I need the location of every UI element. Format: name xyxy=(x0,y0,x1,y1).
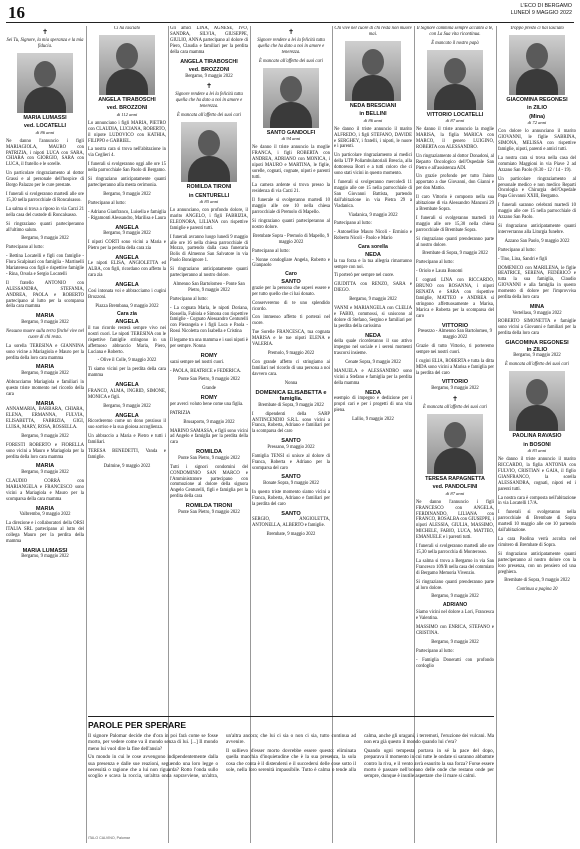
source-credit: ITALO CALVINO, Palomar xyxy=(88,836,131,840)
age: di 83 anni xyxy=(527,448,547,454)
date: Bonate Sopra, 9 maggio 2022 xyxy=(263,481,319,487)
text: il tuo ricordo resterà sempre vivo nei nostri cuori. Le nipoti TERESINA con le rispettive famiglie stringono in un affettuoso abbraccio Maria, Piero, Luciana e Roberto. xyxy=(88,325,166,355)
name: DOMENICA ELISABETTA e famiglia. xyxy=(255,389,327,403)
text: Si ringraziano anticipatamente quanti parteciperanno al nostro dolore con la loro presenza, con un pensiero od una preghiera. xyxy=(498,551,576,575)
text: Gli amici LINA, AGNESE, IVO, SANDRA, SILVIA, GIUSEPPE, GIULIO, ANNA partecipano al dolore di Piero, Claudia e familiari per la perdita della cara mamma xyxy=(170,26,248,55)
text: sarai sempre nel nostri cuori. xyxy=(170,359,225,365)
date: Bergamo, 9 maggio 2022 xyxy=(21,371,69,376)
continuation-note: Continua a pagina 20 xyxy=(516,587,558,593)
date: Ponte San Pietro, 9 maggio 2022 xyxy=(178,509,240,515)
portrait-photo xyxy=(99,35,155,95)
newspaper-dateline xyxy=(511,3,572,17)
date: Piazza Brembana, 9 maggio 2022 xyxy=(95,303,159,309)
date: Bergamo, 9 maggio 2022 xyxy=(349,297,397,303)
text: Il sollievo d'esser morto dovrebbe essere questo: eliminata quella macchia d'inquietudine che è la sua presenza, la sola cosa che conta è il distendersi e il succedersi delle cose sotto il sole, nella loro serenità impassibile. Tutto è calma o tende alla calma, anche gli uragani, i terremoti, l'eruzione dei vulcani. Ma non era già questo il mondo quando lui c'era? xyxy=(226,733,494,774)
section-heading: Cara sorella xyxy=(358,244,388,251)
name: NEDA xyxy=(365,389,381,396)
name: MARIA xyxy=(35,364,55,371)
text: Ricorderemo come un dono prezioso il suo sorriso e la sua gioiosa accoglienza. xyxy=(88,419,166,430)
deceased-name: SANTO GANDOLFI xyxy=(266,129,316,136)
text: ANNAMARIA, BARBARA, CHIARA, ELENA, ERMANNA, FULVIA, ELISABETTA, FABRIZIA, GIGI, LUISA, MARY, ROSA, ROSSELLA. xyxy=(6,407,84,430)
text: la tua forza e la tua allegria rimarranno sempre con noi. xyxy=(334,258,412,270)
text: In questo triste momento siamo vicini a Franca, Roberta, Adriano e familiari per la perdita del caro xyxy=(252,489,330,507)
text: I funerali si svolgeranno martedì alle ore 15,30 nella parrocchiale di Roncalsasso. xyxy=(6,191,84,203)
name: ANGELA xyxy=(115,382,139,389)
text: Partecipano al lutto: xyxy=(334,221,372,227)
text: Lo annunciano, con profondo dolore, il marito ANGELO, i figli FABRIZIA, ELEONORA, LILIANA con rispettive famiglie e parenti tutti. xyxy=(170,207,248,231)
name: NEDA xyxy=(365,252,381,259)
date: Brembate di Sopra, 9 maggio 2022 xyxy=(422,251,488,257)
text: Con immenso affetto ti porterai nel cuore. xyxy=(252,315,330,327)
quote: Signore rendete a lei la felicità tutta quella che ha dato a noi in amore e tenerezza. xyxy=(175,92,243,110)
text: Si ringraziano quanti prenderanno parte al loro dolore. xyxy=(416,579,494,591)
deceased-name: TERESA RAPAGNETTA xyxy=(425,475,485,482)
date: Bergamo, 9 maggio 2022 xyxy=(431,639,479,645)
text: Si ringraziano quanti prenderanno parte al nostro dolore. xyxy=(416,236,494,248)
name: MARIA xyxy=(35,400,55,407)
text: La direzione e i collaboratori della ORSI ITALIA SRL partecipano al lutto del collega Mauro per la perdita della mamma xyxy=(6,521,84,544)
text: - Antonellise Mauro Nicoli - Erminio e Roberto Nicoli - Paolo e Mario xyxy=(334,230,412,242)
date: - Olive il Colle, 9 maggio 2022 xyxy=(97,358,157,364)
text: MARINO SAMASSA, e figli sono vicini ad Angelo e famiglia per la perdita della cara xyxy=(170,428,248,446)
text: VANNI e MARIANGELA con CLELIA e FABIO, commossi, si uniscono al dolore di Stefano, Sergino e familiari per la perdita della carissima xyxy=(334,306,412,329)
text: I cugini ELIA, ROBERTA e tutta la ditta MDA sono vicini a Marisa e famiglia per la perdita del caro xyxy=(416,358,494,376)
text: La camera ardente si trova presso la residenza di via Carzi 21. xyxy=(252,183,330,195)
text: - Nonne condogliare Angela, Roberto e Gianpaolo xyxy=(252,257,330,269)
text: - Bettina Locatelli e figli con famiglie - Flora Scalpinati con famiglia - Martinelli Mariateresa con figli e rispettive famiglie - Rina, Orsola e Sergio Locatelli xyxy=(6,254,84,277)
text: Tue Sorelle FRANCESCA, tua cognata MARISA e le tue nipoti ELENA e VALERIA. xyxy=(252,330,330,348)
portrait-photo xyxy=(427,50,483,110)
text: La salma si trova a riposo in via Carzi 21 nella casa del custode di Roncalsasso. xyxy=(6,206,84,218)
text: Grande xyxy=(202,386,216,392)
text: Ne danno l'annuncio i figli FRANCESCO con ANGELA, FERDINANDO, LILIANA con FRANCO, ROSALBA con GIUSEPPE, i nipoti ALESSIA, GIULIA, MASSIMO, MICHELE, FABIO, LUCA, MATTEO, EMANUELE e i parenti tutti. xyxy=(416,499,494,541)
text: CLAUDIO CORRÀ con MARIANGELA e FRANCESCO sono vicini a Mariagiola e Mauro per la scomparsa della cara mamma xyxy=(6,478,84,502)
text: per averci voluto bene come una figlia. xyxy=(170,401,244,407)
deceased-name: PAOLINA RAVASIO xyxy=(512,433,562,440)
date: Bergamo, 9 maggio 2022 xyxy=(21,554,69,560)
text: Partecipano al lutto: xyxy=(170,296,208,302)
name: SANTO xyxy=(281,279,301,286)
text: La salma si trova a Bergamo in via San Francesco 109/B nella casa del commiato di Bergamo Memoria Vivenzio. xyxy=(416,558,494,576)
text: I funerali si svolgeranno martedì 10 maggio alle ore 15,30 nella chiesa parrocchiale di Brembate Sopra. xyxy=(416,215,494,233)
text: FRANCO, ALMA, INGRID, SIMONE, MONICA e figli. xyxy=(88,388,166,400)
text: La nostra cara è composta nell'abitazione in via Locatelli 17/A. xyxy=(498,495,576,507)
newspaper-name: L'ECO DI BERGAMO xyxy=(520,3,572,9)
deceased-name-2: ved. LOCATELLI xyxy=(23,123,67,130)
cross-icon: ✝ xyxy=(452,394,458,403)
name-2: ved. BROZZONI xyxy=(188,67,230,74)
text: Ne danno il triste annuncio la moglie FRANCA, i figli ROBERTA con ANDREA, ADRIANO con MONICA, i nipoti MAURO e MARTINA, le figlie, sorelle, cognati, cognate, nipoti e parenti tutti. xyxy=(252,145,330,180)
date: Bergamo, 9 maggio 2022 xyxy=(513,353,561,359)
text: grazie per la persona che sapevi essere e per tutto quello che ci hai donato. xyxy=(252,285,330,297)
deceased-name: ANGELA TIRABOSCHI xyxy=(98,96,156,103)
text: Ti siamo vicini per la perdita della cara mamma xyxy=(88,367,166,379)
age: di 94 anni xyxy=(281,136,301,142)
portrait-photo xyxy=(509,35,565,95)
text: Siamo vicini nel dolore a Lori, Francesca e Valentina. xyxy=(416,610,494,622)
date: Cenate Sopra, 9 maggio 2022 xyxy=(345,360,401,365)
date: Brusaporto, 9 maggio 2022 xyxy=(183,419,235,425)
box-title: PAROLE PER SPERARE xyxy=(88,720,187,730)
text: I nipoti CORTI sono vicini a Maria e Pietro per la perdita della cara zia xyxy=(88,240,166,251)
text: Ne danno il triste annuncio il marito RICCARDO, la figlia ANTONIA con FULVIO, CRISTIAN e GAIA, il figlio GIANFRANCO, la sorella ALESSANDRA, cognati, nipoti ed i parenti tutti. xyxy=(498,457,576,492)
quote: Nessuno muore sulla terra finché vive nel cuore di chi resta. xyxy=(6,328,84,340)
date: Ponte San Pietro, 9 maggio 2022 xyxy=(178,377,240,383)
text: - Tino, Lina, Sandri e figli xyxy=(498,256,548,262)
col7a-anchor xyxy=(416,716,494,717)
text: - Adriano Gianfranco, Luisella e famiglia - Rigamonti Alessandro, Marilisa e Laura xyxy=(88,209,166,221)
text: È mancato il nostro papà xyxy=(431,40,479,46)
age: di 86 anni xyxy=(35,129,55,135)
text: Grazie di tutto Vittorio, ti porteremo sempre nei nostri cuori. xyxy=(416,343,494,355)
intro: Ci ha lasciato xyxy=(113,26,141,31)
date: Brembate di Sopra, 9 maggio 2022 xyxy=(504,578,570,584)
parole-per-sperare-box xyxy=(88,716,494,835)
date: Presezzo - Almenno San Bartolomeo, 9 maggio 2022 xyxy=(418,329,492,340)
text: La sorella TERESINA e GIANNINA sono vicine a Mariagiola e Mauro per la perdita della loro cara mamma xyxy=(6,343,84,361)
date: Brembate Sopra - Premolo di Mapello, 9 maggio 2022 xyxy=(252,233,330,245)
text: Un abbraccio a Maria e Pietro e tutti i familiari. xyxy=(88,433,166,445)
text: Si ringraziano quanti parteciperanno al nostro dolore. xyxy=(252,219,330,230)
cross-icon: ✝ xyxy=(288,28,294,36)
name: VITTORIO xyxy=(441,379,469,386)
text: Il funerale si svolgeranno martedì 10 maggio alle ore 10 nella chiesa parrocchiale di Premolo di Mapello. xyxy=(252,198,330,216)
text: Si ringraziano anticipatamente quanti interverranno alla Liturgia funebre. xyxy=(498,224,576,235)
deceased-name: VITTORIO LOCATELLI xyxy=(426,111,484,118)
text: MANUELA e ALESSANDRO sono vicini a Stefano e famiglia per la perdita della mamma xyxy=(334,368,412,386)
column-7 xyxy=(498,26,576,843)
name: ROMILDA TIRONI xyxy=(185,503,233,510)
text: - Famiglia Doneratti con profondo cordoglio xyxy=(416,657,494,669)
text: Il fratello ANTONIO con ALESSANDRA, STEFANIA, ANDREA, PAOLA e ROBERTO partecipano al lutto per la scomparsa della cara mamma xyxy=(6,280,84,310)
section-heading: ADRIANO xyxy=(442,602,468,609)
text: Ne danno il triste annuncio la moglie MARISA, la figlia MARICA con MARCO, il genero LUIGINO, ROBERTA con ALESSANDRO. xyxy=(416,127,494,150)
date: Lallio, 9 maggio 2022 xyxy=(352,416,394,422)
text: I cognati LINA con RICCARDO, BRUNO con ROSANNA, i nipoti RENATA e SARA con rispettive famiglie, MATTEO e ANDREA si stringono affettuosamente a Marisa, Marica e Roberta per la scomparsa del caro xyxy=(416,278,494,319)
nickname: (Mina) xyxy=(529,113,545,120)
name: ANGELA TIRABOSCHI xyxy=(180,58,238,65)
date: Viadanica, 9 maggio 2022 xyxy=(348,212,398,218)
text: La cara Paolina verrà accolta nel cimitero di Brembate di Sopra. xyxy=(498,536,576,548)
text: Si ringraziano anticipatamente quanti parteciperanno alla mesta cerimonia. xyxy=(88,177,166,188)
deceased-name-2: ved. PANDOLFINI xyxy=(432,484,478,491)
date: Bergamo, 9 maggio 2022 xyxy=(21,470,69,476)
date: Bergamo, 9 maggio 2022 xyxy=(431,594,479,600)
section-heading: Caro xyxy=(285,271,297,278)
date: Vertellasu, 9 maggio 2022 xyxy=(512,310,562,316)
portrait-photo xyxy=(17,53,73,113)
name: GIACOMINA REGONESI xyxy=(505,340,569,347)
date: Bergamo, 9 maggio 2022 xyxy=(21,319,69,325)
quote: Sei Tu, Signore, la mia speranza e la mia fiducia. xyxy=(6,38,84,49)
date: Bergamo, 9 maggio 2022 xyxy=(185,73,233,79)
text: Partecipano al lutto: xyxy=(416,260,454,266)
quote: Il Signore cammina sempre accanto a te, con La Sua vita ricontinua. xyxy=(416,26,494,37)
text: Nonna xyxy=(284,380,298,386)
name: VITTORIO xyxy=(441,322,469,329)
page-header xyxy=(6,2,574,23)
portrait-photo xyxy=(345,41,401,101)
text: I dipendenti della SARP ANTINCENDIO S.R.L. sono vicini a Franca, Roberta, Adriano e familiari per la scomparsa del caro xyxy=(252,411,330,435)
text: SERGIO, ANGIOLETTA, ANTONELLA, ALBERTO e famiglie. xyxy=(252,517,330,529)
name: ROMY xyxy=(200,353,218,359)
name: MARIA xyxy=(35,505,55,512)
deceased-name-2: in CENTURELLI xyxy=(188,192,230,199)
text: Un particolare ringraziamento al dottor Grassi e al personale dell'hospice di Borgo Palazzo per le cure prestate. xyxy=(6,171,84,189)
date: Azzano San Paolo, 9 maggio 2022 xyxy=(504,238,570,244)
box-text xyxy=(88,733,494,780)
date: Bergamo, 9 maggio 2022 xyxy=(21,236,69,242)
cross-icon: ✝ xyxy=(42,28,48,36)
age: di 86 anni xyxy=(363,117,383,123)
name: ROMILDA xyxy=(195,449,223,456)
name: NEDA xyxy=(365,332,381,339)
date: Bergamo, 9 maggio 2022 xyxy=(431,386,479,392)
text: I funerali si svolgeranno mercoledì 11 maggio alle ore 15 nella parrocchiale di San Giovanni Battista, partendo dall'abitazione in via Pietra 29 a Viadanica. xyxy=(334,179,412,209)
age: di 112 anni xyxy=(116,111,138,117)
name-2: in ZILIO xyxy=(526,346,548,353)
name: MINA xyxy=(529,303,545,310)
text: - La cognata Maria, le nipoti Doriana, Rossella, Fabiola e Simona con rispettive famiglie - Cognato Alessandro Centurelli con Pierangela e i figli Luca e Paola - Rossi Nicoletta con Isabella e Cristina xyxy=(170,305,248,335)
text: È mancata all'affetto dei suoi cari xyxy=(505,362,569,368)
text: Partecipano al lutto: xyxy=(88,200,126,206)
text: Partecipano al lutto: xyxy=(498,247,536,253)
portrait-photo xyxy=(181,122,237,182)
deceased-name: ROMILDA TIRONI xyxy=(186,184,232,191)
portrait-photo xyxy=(509,371,565,431)
deceased-name-2: in BOSONI xyxy=(523,441,551,448)
text: PATRIZIA xyxy=(170,410,191,416)
age: di 87 anni xyxy=(445,118,465,124)
text: Un particolare ringraziamento al personale medico e non medico Reparti Oncologia e Chirurgia dell'Ospedale Papa Giovanni XXIII, Bergamo. xyxy=(498,176,576,200)
text: Conserveremo di te uno splendido ricordo. xyxy=(252,300,330,312)
text: È mancata all'affetto dei suoi cari xyxy=(423,404,487,410)
section-heading: Cara zia xyxy=(117,311,137,318)
date: Bergamo, 9 maggio 2022 xyxy=(103,191,151,197)
date: Valbrembo, 9 maggio 2022 xyxy=(19,512,71,518)
text: Tutti i signori condomini del CONDOMINIO SAN MARCO e l'Amministratore partecipano con commozione al dolore della signora Angelo Centurelli, figli e famiglia per la perdita della cara xyxy=(170,464,248,500)
date: Ponte San Pietro, 9 maggio 2022 xyxy=(178,455,240,461)
text: Un particolare ringraziamento ai medici della UTP Poliambulatoriali Brescia, alla dottoressa Borri e a tutti coloro che ci sono stati vicini in questo momento. xyxy=(334,153,412,177)
age: di 85 anni xyxy=(199,199,219,205)
deceased-name: NEDA BRESCIANI xyxy=(349,102,397,109)
name: SANTO xyxy=(281,510,301,517)
name: SANTO xyxy=(281,438,301,445)
text: I funerali si svolgeranno martedì alle ore 15,30 nella parrocchia di Monterosso. xyxy=(416,544,494,555)
date: Brembate di Sopra, 9 maggio 2022 xyxy=(258,402,324,408)
text: Partecipano al lutto: xyxy=(252,248,290,254)
deceased-name-2: in BELLINI xyxy=(359,111,387,118)
text: Con grande affetto ci stringiamo ai familiari nel ricordo di una persona a noi davvero cara. xyxy=(252,359,330,377)
date: Dalmine, 9 maggio 2022 xyxy=(103,463,151,469)
text: È mancata all'affetto dei suoi cari xyxy=(177,113,241,119)
name: MARIA xyxy=(35,463,55,470)
text: MASSIMO con ENRICA, STEFANO e CRISTINA. xyxy=(416,625,494,636)
date: Premolo, 9 maggio 2022 xyxy=(267,351,315,356)
newspaper-date: LUNEDÌ 9 MAGGIO 2022 xyxy=(510,10,572,16)
cross-icon: ✝ xyxy=(206,82,212,91)
name: ANGELA xyxy=(115,319,139,326)
text: Ne danno l'annuncio i figli MARIAGIOLA, MAURO con PATRIZIA, i nipoti LUCA con SARA, CHIARA con GIORGIO, SARA con LUCA, il fratello e le sorelle. xyxy=(6,138,84,168)
text: Un ringraziamento al dottor Donadoni, al Reparto Oncologico dell'Ospedale San Pietro e all'assistenza ADI. xyxy=(416,153,494,171)
name: ANGELA xyxy=(115,412,139,419)
text: DOMENICO con MARILENA, le figlie BEATRICE, SERENA, FEDERICO e tutta la sua famiglia, Claudio GIOVANNI e alla famiglia in questo momento di dolore per l'improvvisa perdita della loro cara xyxy=(498,265,576,301)
deceased-name-2: in ZILIO xyxy=(526,105,548,112)
text: Ti porterò per sempre nel cuore. xyxy=(334,273,395,279)
text: GIUDITTA con RENZO, SARA e DIEGO. xyxy=(334,282,412,294)
text: FORESTI ROBERTO e FIORELLA sono vicini a Mauro e Mariagiola per la perdita della loro cara mamma xyxy=(6,442,84,460)
text: TERESA BENEDETTI, Vanda e famiglie. xyxy=(88,448,166,460)
text: La nostra cara si trova nella casa del commiato Maggioni in via Piave 2 ad Azzano San Paolo (8.30 - 12 / 14 - 19). xyxy=(498,155,576,173)
quote: Troppo presto ci hai lasciato xyxy=(510,26,564,31)
age: di 72 anni xyxy=(527,120,547,126)
name: ANGELA xyxy=(115,224,139,231)
text: Il legame tra una mamma e i suoi nipoti è per sempre. Nonna xyxy=(170,338,248,350)
column-1 xyxy=(6,26,84,843)
text: I funerali avranno luogo lunedì 9 maggio alle ore 16 nella chiesa parrocchiale di Mozzo, partendo dalla casa funeraria Bolis di Almenno San Salvatore in via Paolo Bonsignore 1. xyxy=(170,234,248,264)
age: di 87 anni xyxy=(445,490,465,496)
name: ANGELA xyxy=(115,254,139,261)
text: È mancato all'affetto dei suoi cari xyxy=(259,58,323,64)
deceased-name: MARIA LUMASSI xyxy=(23,114,67,121)
text: - Oriolo e Laura Bonomi xyxy=(416,269,463,275)
date: Bergamo, 9 maggio 2022 xyxy=(103,231,151,237)
deceased-name: GIACOMINA REGONESI xyxy=(506,96,568,103)
text: Con dolore lo annunciano il marito GIOVANNI, le figlie SABRINA, SIMONA, MELISSA con rispettive famiglie, nipoti, parenti e amici tutti. xyxy=(498,129,576,153)
date: Brembate, 9 maggio 2022 xyxy=(266,532,316,538)
text: Famiglia TENSI si unisce al dolore di Franca, Roberta e Adriano per la scomparsa del caro xyxy=(252,453,330,471)
portrait-photo xyxy=(427,414,483,474)
text: Il signore Palomar decide che d'ora in poi farà come se fosse morto, per vedere come va il mondo senza di lui. [...] Il mondo meno lui vuol dire la fine dell'ansia? xyxy=(88,733,218,752)
text: I funerali si svolgeranno oggi alle ore 15 nella parrocchiale San Paolo di Bergamo. xyxy=(88,162,166,174)
text: Si ringraziano anticipatamente quanti parteciperanno al nostro dolore. xyxy=(170,267,248,279)
text: Così intonata voi e abbracciamo i cugini Brozzoni. xyxy=(88,288,166,300)
text: Si ringraziano quanti parteciperanno all'ultimo saluto. xyxy=(6,221,84,233)
text: Le nipoti ELISA, ANGIOLETTA ed ALBA, con figli, ricordano con affetto la cara zia xyxy=(88,261,166,279)
name: MARIA xyxy=(35,313,55,320)
date: Pressano, 9 maggio 2022 xyxy=(267,444,315,450)
text: I funerali si svolgeranno nella parrocchiale di Brembate di Sopra martedì 10 maggio alle ore 10 partendo dall'abitazione. xyxy=(498,510,576,534)
text: Partecipano al lutto: xyxy=(6,245,44,251)
name: ROMY xyxy=(200,395,218,402)
text: ROBERTO SIMONETTA e famiglie sono vicini a Giovanni e familiari per la perdita della loro cara xyxy=(498,319,576,337)
name: MARIA LUMASSI xyxy=(22,547,68,554)
text: Un mondo in cui le cose avvengono indipendentemente dalla sua presenza e dalle sue reazioni, seguendo una loro legge o necessità o ragione che a lui non riguarda? Rotto l'onda sullo scoglio e scava la roccia, un'altra onda sopravviene, un'altra, un'altra ancora; che lui ci sia o non ci sia, tutto continua ad avvenire. xyxy=(88,733,356,780)
text: Il caro Vittorio è composto nella sua abitazione di via Alessandro Manzoni 29 a Brembate Sopra. xyxy=(416,195,494,212)
quote: Signore rendete a lei la felicità tutta quella che ha dato a noi in amore e tenerezza. xyxy=(257,38,325,55)
page-number: 16 xyxy=(8,3,25,22)
text: Quando ogni tempesta portava in sé la pace del dopo, preparava il momento in cui tutte le ondate si saranno abbattute contro la riva, e il vento avrà esaurito la sua forza? Forse essere morto è passare nell'oceano delle onde che restano onde per sempre, dunque è inutile aspettare che il mare si calmi. xyxy=(364,747,494,780)
quote: Chi vive nel cuore di chi resta non muore mai. xyxy=(334,26,412,37)
date: Bergamo, 9 maggio 2022 xyxy=(21,433,69,439)
date: Almenno San Bartolomeo - Ponte San Pietro, 9 maggio 2022 xyxy=(173,281,245,293)
portrait-photo xyxy=(263,68,319,128)
text: - PAOLA, BEATRICE e FEDERICA. xyxy=(170,368,242,374)
deceased-name-2: ved. BROZZONI xyxy=(106,105,148,112)
text: La nostra cara si trova nell'abitazione in via Ceglieri 4. xyxy=(88,147,166,159)
text: Partecipano al lutto: xyxy=(416,648,454,654)
text: Un grazie profondo per tutto l'aiuto apportato a due Giovanni, don Gianni e per don Mattio. xyxy=(416,174,494,192)
text: I funerali saranno celebrati martedì 10 maggio alle ore 15 nella parrocchiale di Azzano San Paolo. xyxy=(498,203,576,221)
name: ANGELA xyxy=(115,282,139,289)
name: SANTO xyxy=(281,474,301,481)
date: Bergamo, 9 maggio 2022 xyxy=(103,403,151,409)
text: Ne danno il triste annuncio il marito ALFREDO, i figli STEFANO, DAVIDE e SERGHEY, i fratelli, i nipoti, le nuore e i parenti. xyxy=(334,126,412,150)
text: esempio di impegno e dedizione per i propri cari e per i progetti di una vita piena. xyxy=(334,396,412,414)
text: Abbracciamo Mariagiola e familiari in questo triste momento nel ricordo della cara xyxy=(6,379,84,397)
text: Lo annunciano i figli MARIA, PIETRO con CLAUDIA, LUCIANA, ROBERTO, il nipote LUDOVICO con KATHIA, FILIPPO e GABRIEL. xyxy=(88,120,166,144)
text: della quale ricorderanno il suo attivo impegno nel sociale e i sereni momenti trascorsi insieme. xyxy=(334,339,412,357)
